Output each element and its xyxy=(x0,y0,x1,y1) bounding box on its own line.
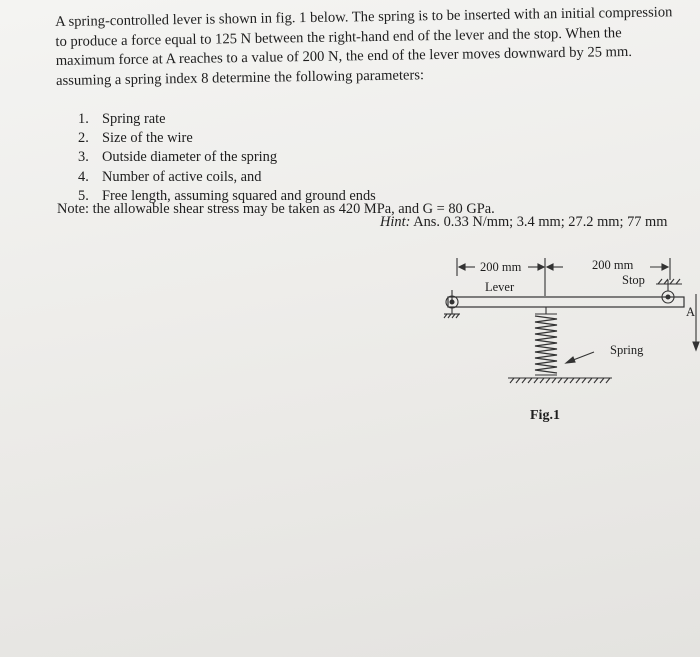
dimension-arrow xyxy=(662,264,668,270)
problem-line-3: maximum force at A reaches to a value of 200 N, the end of the lever moves downward by 25 mm. xyxy=(55,44,633,70)
dimension-arrow xyxy=(459,264,465,270)
question-list xyxy=(78,110,376,206)
spring-leader-arrow xyxy=(566,357,575,363)
list-item: 2. Size of the wire xyxy=(78,130,193,147)
list-item: 3. Outside diameter of the spring xyxy=(78,149,278,166)
lever-spring-figure xyxy=(430,250,700,440)
dimension-label-right: 200 mm xyxy=(592,258,634,272)
list-item: 1. Spring rate xyxy=(78,111,166,127)
dimension-arrow xyxy=(547,264,553,270)
point-a-label: A xyxy=(686,305,696,319)
spring-label: Spring xyxy=(610,343,644,357)
lever-label: Lever xyxy=(485,280,515,294)
stop-hatch xyxy=(658,279,680,284)
dimension-arrow xyxy=(538,264,544,270)
problem-line-2: to produce a force equal to 125 N between the right-hand end of the lever and the stop. When the xyxy=(55,24,622,50)
figure-drawing xyxy=(430,250,700,440)
problem-statement xyxy=(55,3,688,91)
spring-coils xyxy=(535,316,557,373)
list-item: 4. Number of active coils, and xyxy=(78,168,262,185)
note-text: Note: the allowable shear stress may be taken as 420 MPa, and G = 80 GPa. xyxy=(57,201,495,217)
problem-line-1: A spring-controlled lever is shown in fig. 1 below. The spring is to be inserted with an initial compression xyxy=(55,4,673,30)
end-pin xyxy=(666,295,670,299)
dimension-label-left: 200 mm xyxy=(480,260,522,274)
hint-label: Hint: xyxy=(380,214,411,230)
pivot-pin xyxy=(450,300,454,304)
list-item: 5. Free length, assuming squared and ground ends xyxy=(78,187,376,204)
figure-caption: Fig.1 xyxy=(530,408,560,423)
ground-hatch xyxy=(510,378,610,383)
force-arrowhead xyxy=(693,342,699,350)
stop-label: Stop xyxy=(622,273,645,287)
lever-bar xyxy=(448,297,684,307)
hint-values: Ans. 0.33 N/mm; 3.4 mm; 27.2 mm; 77 mm xyxy=(413,214,668,230)
hint-answer xyxy=(380,213,667,232)
problem-line-4: assuming a spring index 8 determine the following parameters: xyxy=(55,66,425,89)
pivot-hatch xyxy=(444,314,459,318)
